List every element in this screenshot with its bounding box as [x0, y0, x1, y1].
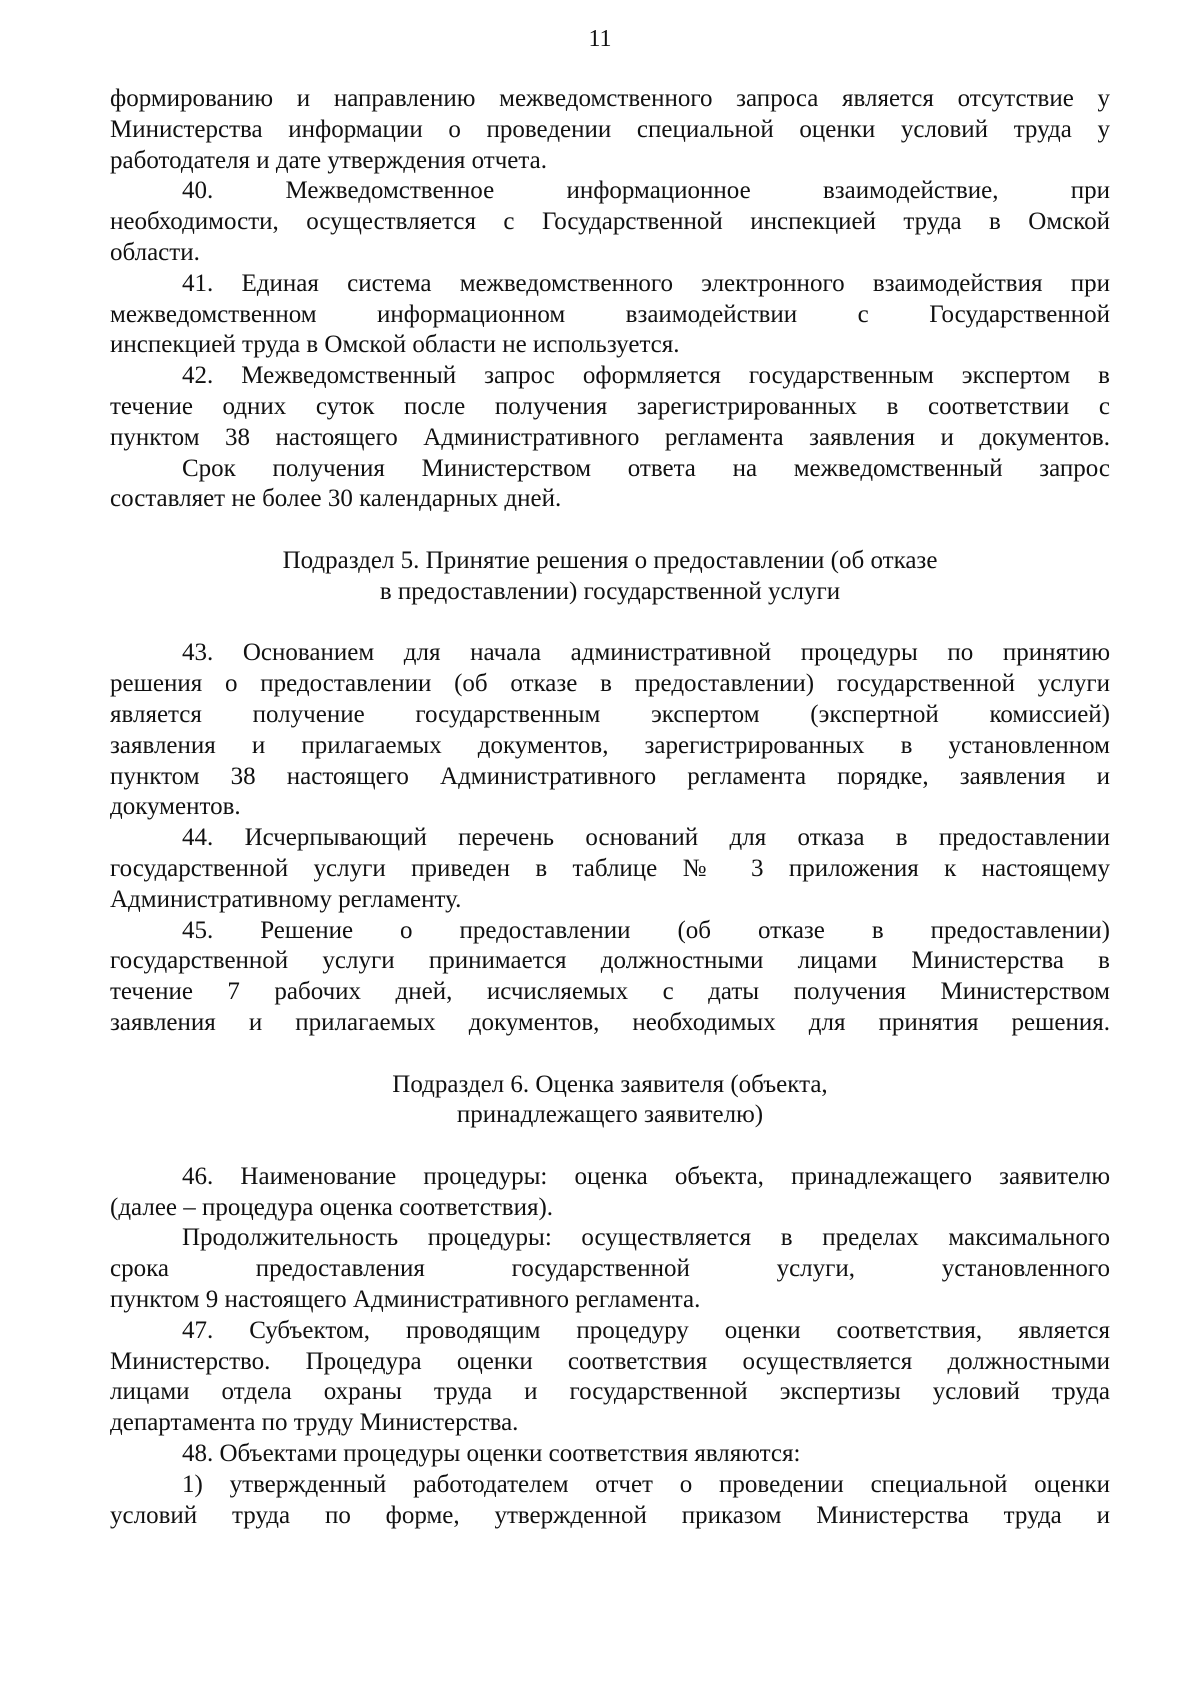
paragraph-line: Административному регламенту. [110, 885, 462, 913]
paragraph-line: государственной услуги приведен в таблице № 3 приложения к настоящему [110, 854, 1110, 882]
section-heading: Подраздел 6. Оценка заявителя (объекта, [392, 1070, 828, 1098]
paragraph-line: 41. Единая система межведомственного электронного взаимодействия при [182, 269, 1110, 297]
paragraph-line: 45. Решение о предоставлении (об отказе в предоставлении) [182, 916, 1110, 944]
paragraph-line: межведомственном информационном взаимодействии с Государственной [110, 300, 1110, 328]
paragraph-line: государственной услуги принимается должностными лицами Министерства в [110, 947, 1110, 975]
paragraph-line: департамента по труду Министерства. [110, 1409, 519, 1437]
section-heading: Подраздел 5. Принятие решения о предоставлении (об отказе [282, 546, 938, 574]
paragraph-line: условий труда по форме, утвержденной приказом Министерства труда и [110, 1501, 1110, 1529]
spacer [110, 1039, 1110, 1070]
paragraph-line: области. [110, 238, 200, 266]
paragraph-line: формированию и направлению межведомственного запроса является отсутствие у [110, 85, 1110, 112]
paragraph-line: заявления и прилагаемых документов, необходимых для принятия решения. [110, 1008, 1110, 1036]
paragraph-line: пунктом 38 настоящего Административного регламента порядке, заявления и [110, 762, 1110, 790]
paragraph-line: составляет не более 30 календарных дней. [110, 485, 562, 513]
paragraph-line: 48. Объектами процедуры оценки соответствия являются: [182, 1440, 801, 1468]
paragraph-line: пунктом 9 настоящего Административного регламента. [110, 1286, 701, 1314]
section-heading: в предоставлении) государственной услуги [379, 577, 841, 605]
paragraph-line: 1) утвержденный работодателем отчет о проведении специальной оценки [182, 1470, 1110, 1498]
spacer [110, 608, 1110, 639]
paragraph-line: 46. Наименование процедуры: оценка объекта, принадлежащего заявителю [182, 1162, 1110, 1190]
paragraph-line: инспекцией труда в Омской области не используется. [110, 331, 680, 359]
paragraph-line: срока предоставления государственной услуги, установленного [110, 1255, 1110, 1283]
paragraph-line: 43. Основанием для начала административной процедуры по принятию [182, 639, 1110, 667]
paragraph-line: работодателя и дате утверждения отчета. [110, 146, 547, 174]
paragraph-line: течение одних суток после получения зарегистрированных в соответствии с [110, 392, 1110, 420]
spacer [110, 515, 1110, 546]
paragraph-line: 47. Субъектом, проводящим процедуру оценки соответствия, является [182, 1316, 1110, 1344]
paragraph-line: документов. [110, 793, 241, 821]
paragraph-line: лицами отдела охраны труда и государственной экспертизы условий труда [110, 1378, 1110, 1406]
paragraph-line: пунктом 38 настоящего Административного регламента заявления и документов. [110, 423, 1110, 451]
spacer [110, 1131, 1110, 1162]
page-number: 11 [588, 26, 612, 52]
paragraph-line: 42. Межведомственный запрос оформляется государственным экспертом в [182, 362, 1110, 390]
paragraph-line: является получение государственным экспертом (экспертной комиссией) [110, 700, 1110, 728]
paragraph-line: Продолжительность процедуры: осуществляется в пределах максимального [182, 1224, 1110, 1252]
paragraph-line: (далее – процедура оценка соответствия). [110, 1193, 554, 1221]
paragraph-line: Министерство. Процедура оценки соответствия осуществляется должностными [110, 1347, 1110, 1375]
paragraph-line: необходимости, осуществляется с Государственной инспекцией труда в Омской [110, 208, 1110, 236]
paragraph-line: течение 7 рабочих дней, исчисляемых с даты получения Министерством [110, 978, 1110, 1006]
paragraph-line: заявления и прилагаемых документов, зарегистрированных в установленном [110, 731, 1110, 759]
paragraph-line: решения о предоставлении (об отказе в предоставлении) государственной услуги [110, 670, 1110, 698]
paragraph-line: 40. Межведомственное информационное взаимодействие, при [182, 177, 1110, 205]
paragraph-line: 44. Исчерпывающий перечень оснований для отказа в предоставлении [182, 824, 1110, 852]
section-heading: принадлежащего заявителю) [456, 1101, 764, 1129]
document-body [110, 84, 1110, 1531]
paragraph-line: Срок получения Министерством ответа на межведомственный запрос [182, 454, 1110, 482]
paragraph-line: Министерства информации о проведении специальной оценки условий труда у [110, 115, 1110, 143]
